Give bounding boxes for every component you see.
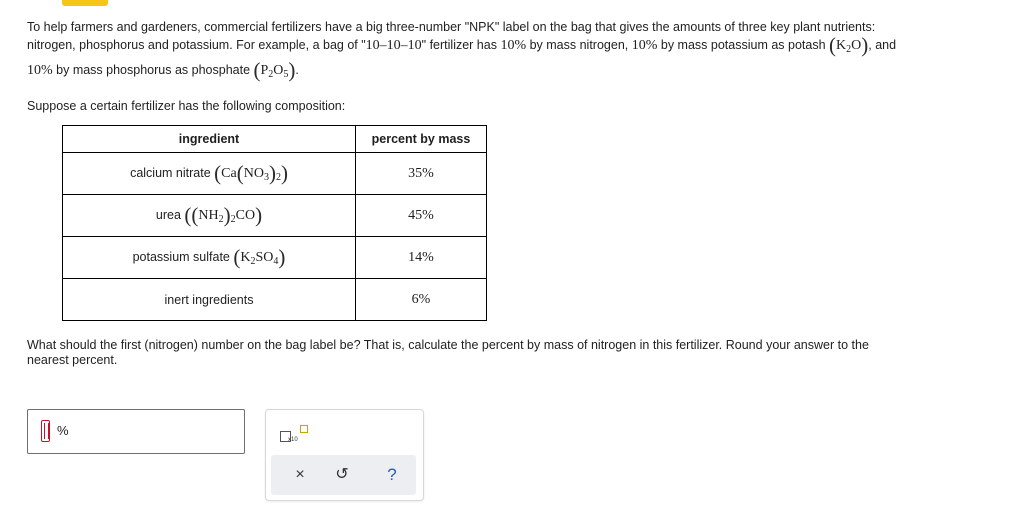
- table-row: [63, 279, 487, 321]
- unit-label: %: [57, 423, 69, 438]
- ingredient-name: potassium sulfate: [132, 250, 230, 264]
- intro-text: by mass nitrogen,: [526, 38, 632, 52]
- ingredient-formula: $K_2SO_4$: [240, 250, 279, 267]
- tool-bar: [271, 455, 416, 495]
- potassium-percent: 10%: [631, 38, 658, 53]
- intro-line-1: To help farmers and gardeners, commercial fertilizers have a big three-number "NPK" label on the bag that gives the amounts of three key plant nutrients:: [27, 20, 876, 34]
- composition-table: [62, 125, 487, 321]
- scientific-notation-button[interactable]: [280, 425, 306, 445]
- ingredient-cell: calcium nitrate $(Ca(NO_3)_2)$: [63, 153, 356, 195]
- ingredient-cell: [63, 279, 356, 321]
- intro-text: by mass potassium as potash: [657, 38, 830, 52]
- tool-panel: [265, 409, 424, 501]
- header-percent: percent by mass: [356, 126, 487, 153]
- percent-cell: 35%: [356, 153, 487, 195]
- intro-text: .: [295, 63, 299, 77]
- intro-text: by mass phosphorus as phosphate: [52, 63, 254, 77]
- answer-cursor[interactable]: [41, 420, 50, 442]
- undo-button[interactable]: ↺: [335, 466, 349, 483]
- ingredient-name: urea: [155, 208, 181, 222]
- ingredient-cell: potassium sulfate $(K_2SO_4)$: [63, 237, 356, 279]
- ingredient-cell: urea $((NH_2)_2CO)$: [63, 195, 356, 237]
- exponent-square-icon: [300, 425, 308, 433]
- answer-input[interactable]: [27, 409, 245, 454]
- header-ingredient: ingredient: [63, 126, 356, 153]
- ingredient-name: inert ingredients: [164, 292, 254, 307]
- percent-cell: 45%: [356, 195, 487, 237]
- ingredient-formula: $(NH_2)_2CO$: [191, 203, 256, 227]
- phosphate-formula: $P_2O_5$: [260, 63, 289, 80]
- table-row: [63, 195, 487, 237]
- clear-button[interactable]: ×: [295, 466, 305, 483]
- table-row: [63, 237, 487, 279]
- x10-label: x10: [288, 437, 298, 443]
- percent-cell: 14%: [356, 237, 487, 279]
- table-row: [63, 153, 487, 195]
- intro-text: , and: [868, 38, 897, 52]
- ingredient-formula: $Ca(NO_3)_2$: [221, 161, 281, 185]
- potash-formula: $K_2O$: [836, 38, 862, 55]
- intro-text: " fertilizer has: [421, 38, 501, 52]
- ingredient-name: calcium nitrate: [130, 166, 211, 180]
- intro-text: nitrogen, phosphorus and potassium. For example, a bag of ": [27, 38, 366, 52]
- top-accent-tab: [62, 0, 108, 6]
- intro-line-3: 10% by mass phosphorus as phosphate $(P_2O_5)$.: [27, 58, 299, 82]
- table-header-row: [63, 126, 487, 153]
- npk-example: 10‒10‒10: [365, 38, 422, 53]
- help-button[interactable]: ?: [387, 465, 397, 484]
- question-line-1: What should the first (nitrogen) number on the bag label be? That is, calculate the percent by mass of nitrogen in this fertilizer. Round your answer to the: [27, 338, 869, 352]
- percent-cell: 6%: [356, 279, 487, 321]
- phosphorus-percent: 10%: [27, 63, 53, 78]
- composition-prompt: Suppose a certain fertilizer has the following composition:: [27, 99, 346, 113]
- question-line-2: nearest percent.: [27, 353, 118, 367]
- nitrogen-percent: 10%: [500, 38, 527, 53]
- intro-line-2: nitrogen, phosphorus and potassium. For example, a bag of "10‒10‒10" fertilizer has 10% by mass nitrogen, 10% by mass potassium as potash $(K_2O)$, and: [27, 33, 897, 57]
